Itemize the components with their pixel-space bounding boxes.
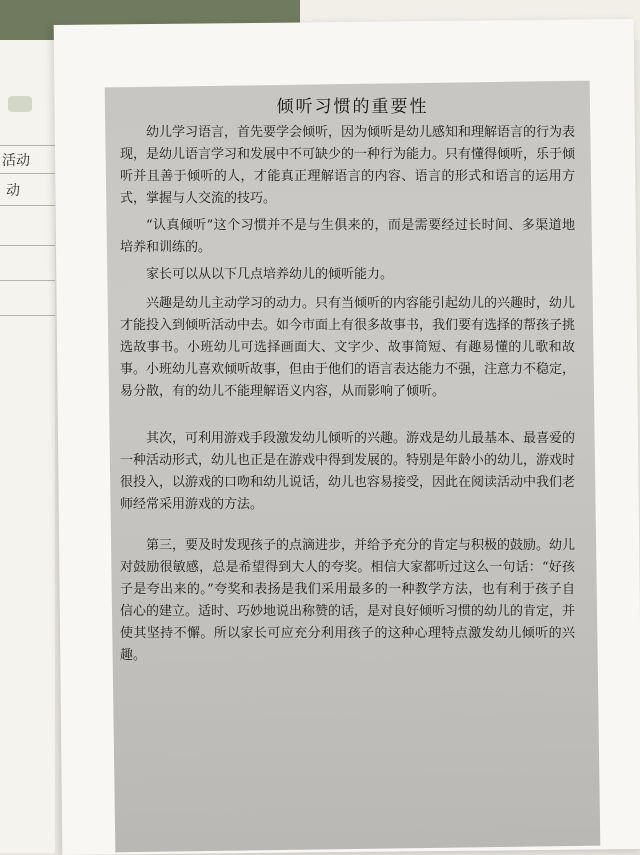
paragraph-5: 其次，可利用游戏手段激发幼儿倾听的兴趣。游戏是幼儿最基本、最喜爱的一种活动形式，幼儿也正是在游戏中得到发展的。特别是年龄小的幼儿，游戏时很投入，以游戏的口吻和幼儿说话，幼儿也容易接受，因此在阅读活动中我们老师经常采用游戏的方法。 (120, 431, 576, 512)
book-table-line (0, 315, 55, 316)
paragraph-4: 兴趣是幼儿主动学习的动力。只有当倾听的内容能引起幼儿的兴趣时，幼儿才能投入到倾听活动中去。如今市面上有很多故事书，我们要有选择的帮孩子挑选故事书。小班幼儿可选择画面大、文字少、故事简短、有趣易懂的儿歌和故事。小班幼儿喜欢倾听故事，但由于他们的语言表达能力不强，注意力不稳定，易分散，有的幼儿不能理解语义内容，从而影响了倾听。 (120, 296, 576, 399)
paragraph-3: 家长可以从以下几点培养幼儿的倾听能力。 (146, 267, 394, 282)
paragraph-2: “认真倾听”这个习惯并不是与生俱来的，而是需要经过长时间、多渠道地培养和训练的。 (120, 218, 575, 255)
paragraph-1: 幼儿学习语言，首先要学会倾听，因为倾听是幼儿感知和理解语言的行为表现，是幼儿语言学习和发展中不可缺少的一种行为能力。只有懂得倾听，乐于倾听并且善于倾听的人，才能真正理解语言的内容、语言的形式和语言的运用方式，掌握与人交流的技巧。 (120, 125, 576, 206)
book-fragment-1: 活动 (2, 153, 30, 169)
paragraph-6: 第三，要及时发现孩子的点滴进步，并给予充分的肯定与积极的鼓励。幼儿对鼓励很敏感，总是希望得到大人的夸奖。相信大家都听过这么一句话：“好孩子是夸出来的。”夸奖和表扬是我们采用最多的一种教学方法，也有利于孩子自信心的建立。适时、巧妙地说出称赞的话，是对良好倾听习惯的幼儿的肯定，并使其坚持不懈。所以家长可应充分利用孩子的这种心理特点激发幼儿倾听的兴趣。 (120, 538, 576, 663)
book-table-line (0, 173, 55, 174)
book-table-line (0, 145, 55, 146)
book-table-line (0, 245, 55, 246)
book-table-line (0, 205, 55, 206)
book-logo-icon (8, 96, 32, 112)
document-title: 倾听习惯的重要性 (276, 97, 429, 117)
book-table-line (0, 280, 55, 281)
background-book (0, 40, 55, 853)
book-fragment-2: 动 (6, 183, 20, 199)
